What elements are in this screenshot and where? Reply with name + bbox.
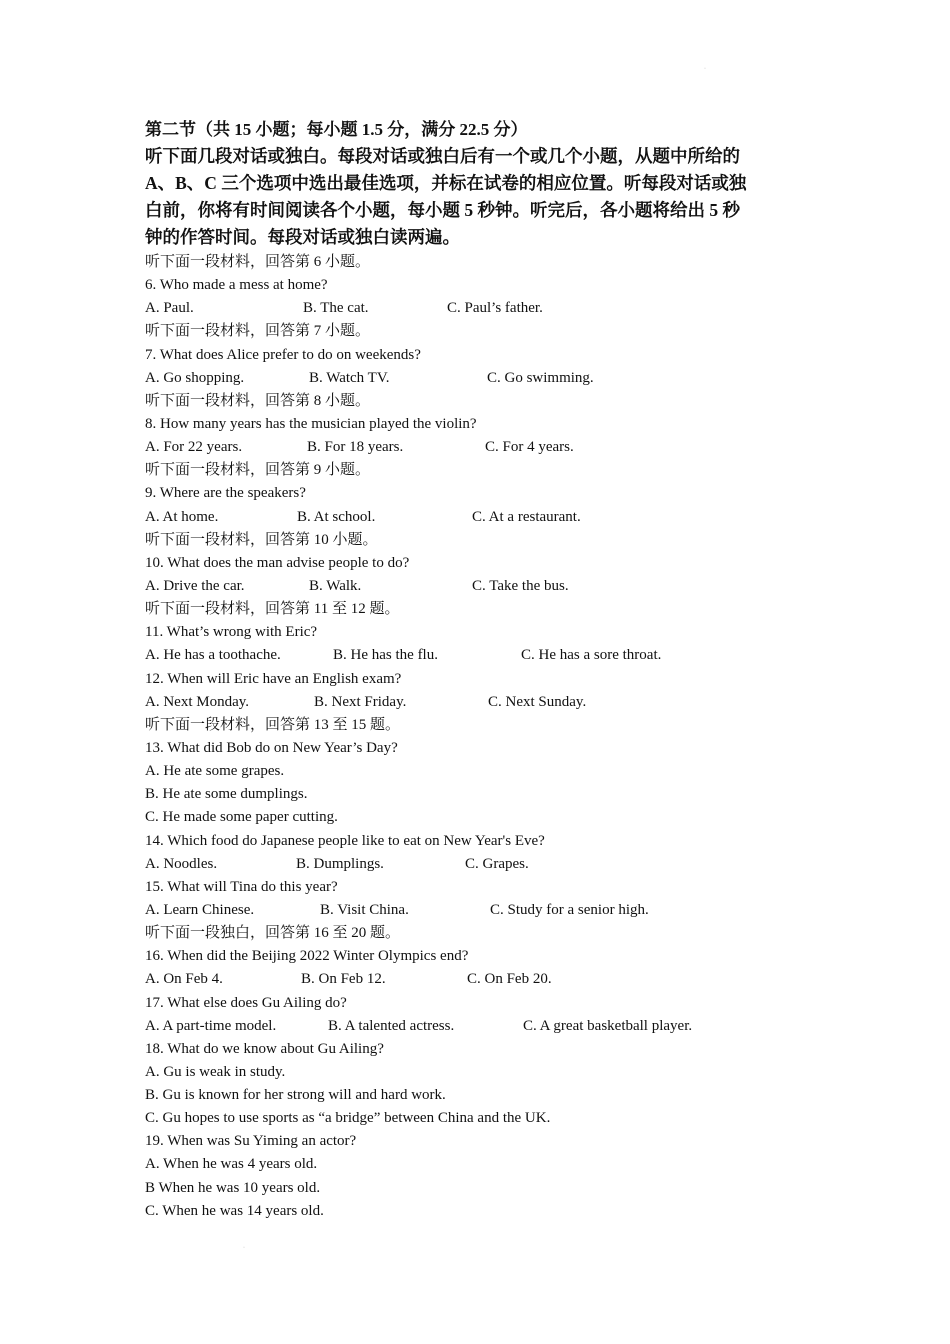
answer-options xyxy=(145,899,815,922)
answer-options xyxy=(145,506,815,529)
answer-options xyxy=(145,297,815,320)
option-c: C. He has a sore throat. xyxy=(521,647,662,664)
option-b: B. He has the flu. xyxy=(333,647,438,664)
answer-options xyxy=(145,367,815,390)
option-b: B. On Feb 12. xyxy=(301,971,386,988)
option-a: A. Go shopping. xyxy=(145,369,245,386)
question-text: 14. Which food do Japanese people like to eat on New Year's Eve? xyxy=(145,832,545,849)
question-text: 10. What does the man advise people to do? xyxy=(145,554,410,571)
option-c: C. Study for a senior high. xyxy=(490,901,649,918)
instruction-line: 白前，你将有时间阅读各个小题，每小题 5 秒钟。听完后，各小题将给出 5 秒 xyxy=(145,200,740,220)
question-text: 18. What do we know about Gu Ailing? xyxy=(145,1040,384,1057)
instruction-line: A、B、C 三个选项中选出最佳选项，并标在试卷的相应位置。听每段对话或独 xyxy=(145,173,747,193)
answer-options xyxy=(145,1015,815,1038)
option-a: A. Noodles. xyxy=(145,855,218,872)
listening-prompt: 听下面一段材料，回答第 7 小题。 xyxy=(145,323,371,340)
option-b: B. The cat. xyxy=(303,300,369,317)
option-line: B When he was 10 years old. xyxy=(145,1179,321,1196)
listening-prompt: 听下面一段材料，回答第 8 小题。 xyxy=(145,392,371,409)
option-line: A. When he was 4 years old. xyxy=(145,1156,318,1173)
option-c: C. For 4 years. xyxy=(485,439,574,456)
option-a: A. He has a toothache. xyxy=(145,647,281,664)
question-text: 16. When did the Beijing 2022 Winter Olympics end? xyxy=(145,948,469,965)
option-a: A. Paul. xyxy=(145,300,194,317)
instruction-line: 听下面几段对话或独白。每段对话或独白后有一个或几个小题，从题中所给的 xyxy=(145,146,740,166)
listening-prompt: 听下面一段材料，回答第 9 小题。 xyxy=(145,462,371,479)
scan-speck-top: · xyxy=(704,66,706,72)
option-line: C. Gu hopes to use sports as “a bridge” between China and the UK. xyxy=(145,1110,551,1127)
answer-options xyxy=(145,968,815,991)
option-line: A. Gu is weak in study. xyxy=(145,1063,286,1080)
option-c: C. Next Sunday. xyxy=(488,693,587,710)
option-line: B. Gu is known for her strong will and hard work. xyxy=(145,1087,446,1104)
listening-prompt: 听下面一段材料，回答第 11 至 12 题。 xyxy=(145,601,400,618)
option-b: B. Visit China. xyxy=(320,901,409,918)
question-text: 15. What will Tina do this year? xyxy=(145,878,338,895)
section-title: 第二节（共 15 小题；每小题 1.5 分，满分 22.5 分） xyxy=(145,120,528,139)
question-text: 17. What else does Gu Ailing do? xyxy=(145,994,347,1011)
answer-options xyxy=(145,575,815,598)
option-line: B. He ate some dumplings. xyxy=(145,786,308,803)
listening-prompt: 听下面一段材料，回答第 13 至 15 题。 xyxy=(145,716,401,733)
option-a: A. Drive the car. xyxy=(145,577,245,594)
option-a: A. A part-time model. xyxy=(145,1017,277,1034)
option-line: A. He ate some grapes. xyxy=(145,763,285,780)
question-text: 9. Where are the speakers? xyxy=(145,485,306,502)
option-b: B. Next Friday. xyxy=(314,693,407,710)
option-c: C. A great basketball player. xyxy=(523,1017,693,1034)
listening-prompt: 听下面一段材料，回答第 10 小题。 xyxy=(145,531,378,548)
option-line: C. He made some paper cutting. xyxy=(145,809,338,826)
option-a: A. On Feb 4. xyxy=(145,971,223,988)
question-list xyxy=(145,251,815,1223)
scan-speck-bottom: · xyxy=(243,1245,245,1251)
question-text: 12. When will Eric have an English exam? xyxy=(145,670,402,687)
option-b: B. Dumplings. xyxy=(296,855,384,872)
option-b: B. A talented actress. xyxy=(328,1017,455,1034)
option-b: B. At school. xyxy=(297,508,376,525)
answer-options xyxy=(145,436,815,459)
option-a: A. Learn Chinese. xyxy=(145,901,255,918)
option-c: C. Paul’s father. xyxy=(447,300,543,317)
option-c: C. At a restaurant. xyxy=(472,508,581,525)
question-text: 13. What did Bob do on New Year’s Day? xyxy=(145,739,398,756)
listening-prompt: 听下面一段材料，回答第 6 小题。 xyxy=(145,254,371,270)
section-instructions xyxy=(145,143,815,251)
answer-options xyxy=(145,853,815,876)
option-a: A. For 22 years. xyxy=(145,439,243,456)
question-text: 11. What’s wrong with Eric? xyxy=(145,624,318,641)
option-a: A. Next Monday. xyxy=(145,693,250,710)
option-c: C. Grapes. xyxy=(465,855,529,872)
option-c: C. Go swimming. xyxy=(487,369,594,386)
listening-prompt: 听下面一段独白，回答第 16 至 20 题。 xyxy=(145,925,401,942)
option-b: B. Watch TV. xyxy=(309,369,390,386)
instruction-line: 钟的作答时间。每段对话或独白读两遍。 xyxy=(145,227,460,247)
question-text: 19. When was Su Yiming an actor? xyxy=(145,1133,357,1150)
question-text: 6. Who made a mess at home? xyxy=(145,277,328,294)
option-b: B. Walk. xyxy=(309,577,362,594)
question-text: 7. What does Alice prefer to do on weekends? xyxy=(145,346,421,363)
option-c: C. Take the bus. xyxy=(472,577,569,594)
answer-options xyxy=(145,691,815,714)
option-b: B. For 18 years. xyxy=(307,439,404,456)
option-c: C. On Feb 20. xyxy=(467,971,552,988)
listening-section xyxy=(145,117,815,1223)
option-line: C. When he was 14 years old. xyxy=(145,1202,324,1219)
answer-options xyxy=(145,644,815,667)
option-a: A. At home. xyxy=(145,508,219,525)
question-text: 8. How many years has the musician played the violin? xyxy=(145,415,477,432)
